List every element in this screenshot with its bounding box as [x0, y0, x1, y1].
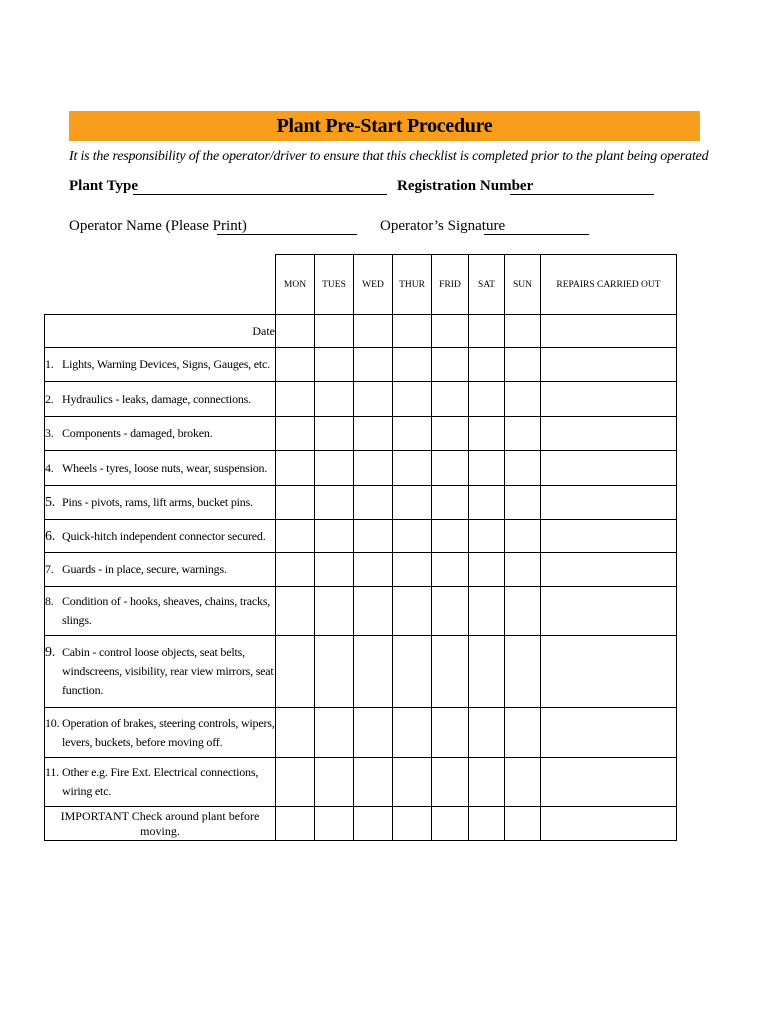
checklist-item-row	[45, 553, 677, 587]
checklist-item-row	[45, 348, 677, 382]
date-cell-frid[interactable]	[432, 315, 469, 348]
item-text: Components - damaged, broken.	[62, 426, 213, 440]
check-cell-sun[interactable]	[505, 382, 541, 417]
checklist-item-row	[45, 587, 677, 636]
plant-type-label: Plant Type	[69, 178, 139, 194]
check-cell-thur[interactable]	[393, 520, 432, 553]
date-label: Date	[45, 315, 276, 348]
item-text: Other e.g. Fire Ext. Electrical connections, wiring etc.	[62, 765, 259, 798]
repairs-cell[interactable]	[541, 553, 677, 587]
operator-name-field[interactable]	[217, 234, 357, 235]
item-text: Quick-hitch independent connector secured.	[62, 528, 266, 543]
check-cell-frid[interactable]	[432, 553, 469, 587]
check-cell-tues[interactable]	[315, 636, 354, 708]
checklist-item-cell	[45, 382, 276, 417]
check-cell-frid[interactable]	[432, 451, 469, 486]
check-cell-wed[interactable]	[354, 636, 393, 708]
item-text: Wheels - tyres, loose nuts, wear, suspension.	[62, 460, 268, 475]
check-cell-sat[interactable]	[469, 553, 505, 587]
date-cell-repairs[interactable]	[541, 315, 677, 348]
repairs-cell[interactable]	[541, 708, 677, 758]
check-cell-mon[interactable]	[276, 587, 315, 636]
day-header-sun: SUN	[505, 255, 541, 315]
important-check-cell-sun[interactable]	[505, 807, 541, 841]
check-cell-wed[interactable]	[354, 417, 393, 451]
day-header-mon: MON	[276, 255, 315, 315]
item-number: 11.	[45, 765, 59, 779]
item-number: 10.	[45, 715, 60, 730]
check-cell-sat[interactable]	[469, 520, 505, 553]
repairs-cell[interactable]	[541, 417, 677, 451]
check-cell-mon[interactable]	[276, 708, 315, 758]
date-cell-wed[interactable]	[354, 315, 393, 348]
check-cell-frid[interactable]	[432, 520, 469, 553]
check-cell-tues[interactable]	[315, 382, 354, 417]
check-cell-sat[interactable]	[469, 382, 505, 417]
checklist-item-row	[45, 486, 677, 520]
repairs-cell[interactable]	[541, 348, 677, 382]
check-cell-thur[interactable]	[393, 348, 432, 382]
day-header-thur: THUR	[393, 255, 432, 315]
check-cell-tues[interactable]	[315, 520, 354, 553]
check-cell-sun[interactable]	[505, 520, 541, 553]
check-cell-sun[interactable]	[505, 451, 541, 486]
repairs-cell[interactable]	[541, 486, 677, 520]
check-cell-sat[interactable]	[469, 587, 505, 636]
check-cell-frid[interactable]	[432, 636, 469, 708]
item-number: 5.	[45, 495, 56, 510]
item-text: Operation of brakes, steering controls, wipers, levers, buckets, before moving off.	[62, 715, 275, 749]
item-number: 6.	[45, 528, 56, 544]
check-cell-thur[interactable]	[393, 708, 432, 758]
important-row	[45, 807, 677, 841]
important-check-cell-wed[interactable]	[354, 807, 393, 841]
item-text: Guards - in place, secure, warnings.	[62, 562, 227, 576]
check-cell-tues[interactable]	[315, 486, 354, 520]
registration-number-label: Registration Number	[397, 178, 534, 194]
repairs-cell[interactable]	[541, 451, 677, 486]
item-text: Hydraulics - leaks, damage, connections.	[62, 391, 251, 406]
item-number: 2.	[45, 391, 54, 406]
title-bar	[69, 111, 700, 141]
date-cell-sun[interactable]	[505, 315, 541, 348]
operator-name-label: Operator Name (Please Print)	[69, 218, 247, 234]
check-cell-sun[interactable]	[505, 758, 541, 807]
operator-signature-field[interactable]	[484, 234, 589, 235]
check-cell-sat[interactable]	[469, 486, 505, 520]
check-cell-sun[interactable]	[505, 636, 541, 708]
plant-type-field[interactable]	[133, 194, 387, 195]
check-cell-mon[interactable]	[276, 636, 315, 708]
check-cell-mon[interactable]	[276, 417, 315, 451]
checklist-item-cell	[45, 636, 276, 708]
check-cell-tues[interactable]	[315, 451, 354, 486]
check-cell-mon[interactable]	[276, 520, 315, 553]
item-number: 3.	[45, 426, 54, 440]
repairs-cell[interactable]	[541, 520, 677, 553]
check-cell-sun[interactable]	[505, 486, 541, 520]
item-text: Cabin - control loose objects, seat belts, windscreens, visibility, rear view mirrors, seat function.	[62, 645, 274, 697]
check-cell-tues[interactable]	[315, 708, 354, 758]
important-check-cell-frid[interactable]	[432, 807, 469, 841]
check-cell-mon[interactable]	[276, 348, 315, 382]
item-text: Lights, Warning Devices, Signs, Gauges, etc.	[62, 357, 270, 371]
operator-signature-label: Operator’s Signature	[380, 218, 506, 234]
check-cell-thur[interactable]	[393, 636, 432, 708]
checklist-item-row	[45, 382, 677, 417]
check-cell-tues[interactable]	[315, 587, 354, 636]
day-header-wed: WED	[354, 255, 393, 315]
check-cell-frid[interactable]	[432, 417, 469, 451]
check-cell-wed[interactable]	[354, 486, 393, 520]
check-cell-thur[interactable]	[393, 587, 432, 636]
check-cell-mon[interactable]	[276, 451, 315, 486]
check-cell-wed[interactable]	[354, 451, 393, 486]
item-number: 1.	[45, 357, 54, 371]
item-number: 9.	[45, 645, 56, 660]
check-cell-sun[interactable]	[505, 348, 541, 382]
check-cell-tues[interactable]	[315, 348, 354, 382]
checklist-item-cell	[45, 451, 276, 486]
item-number: 4.	[45, 460, 54, 475]
check-cell-thur[interactable]	[393, 553, 432, 587]
check-cell-tues[interactable]	[315, 553, 354, 587]
check-cell-sat[interactable]	[469, 348, 505, 382]
repairs-cell[interactable]	[541, 636, 677, 708]
registration-number-field[interactable]	[510, 194, 654, 195]
header-blank-cell	[45, 255, 276, 315]
check-cell-mon[interactable]	[276, 553, 315, 587]
day-header-tues: TUES	[315, 255, 354, 315]
check-cell-sat[interactable]	[469, 708, 505, 758]
check-cell-sat[interactable]	[469, 758, 505, 807]
checklist-item-cell	[45, 348, 276, 382]
check-cell-mon[interactable]	[276, 382, 315, 417]
date-cell-tues[interactable]	[315, 315, 354, 348]
day-header-sat: SAT	[469, 255, 505, 315]
important-check-cell-thur[interactable]	[393, 807, 432, 841]
check-cell-sat[interactable]	[469, 417, 505, 451]
check-cell-tues[interactable]	[315, 417, 354, 451]
important-note: IMPORTANT Check around plant before moving.	[45, 807, 276, 841]
checklist-item-row	[45, 758, 677, 807]
check-cell-sun[interactable]	[505, 417, 541, 451]
page-subtitle: It is the responsibility of the operator/driver to ensure that this checklist is completed prior to the plant being operated	[69, 149, 709, 164]
check-cell-mon[interactable]	[276, 758, 315, 807]
repairs-cell[interactable]	[541, 758, 677, 807]
checklist-item-cell	[45, 587, 276, 636]
check-cell-sat[interactable]	[469, 636, 505, 708]
check-cell-thur[interactable]	[393, 486, 432, 520]
check-cell-wed[interactable]	[354, 520, 393, 553]
check-cell-frid[interactable]	[432, 486, 469, 520]
check-cell-thur[interactable]	[393, 451, 432, 486]
checklist-item-cell	[45, 708, 276, 758]
item-text: Pins - pivots, rams, lift arms, bucket pins.	[62, 495, 253, 509]
check-cell-mon[interactable]	[276, 486, 315, 520]
repairs-cell[interactable]	[541, 382, 677, 417]
check-cell-tues[interactable]	[315, 758, 354, 807]
checklist-item-cell	[45, 486, 276, 520]
check-cell-frid[interactable]	[432, 758, 469, 807]
check-cell-frid[interactable]	[432, 587, 469, 636]
date-cell-mon[interactable]	[276, 315, 315, 348]
item-number: 7.	[45, 562, 54, 576]
checklist-item-cell	[45, 417, 276, 451]
check-cell-wed[interactable]	[354, 708, 393, 758]
important-check-cell-mon[interactable]	[276, 807, 315, 841]
checklist-item-cell	[45, 553, 276, 587]
check-cell-frid[interactable]	[432, 382, 469, 417]
check-cell-thur[interactable]	[393, 417, 432, 451]
check-cell-wed[interactable]	[354, 587, 393, 636]
item-number: 8.	[45, 594, 54, 608]
check-cell-wed[interactable]	[354, 758, 393, 807]
check-cell-sun[interactable]	[505, 587, 541, 636]
check-cell-wed[interactable]	[354, 382, 393, 417]
checklist-item-cell	[45, 758, 276, 807]
check-cell-sun[interactable]	[505, 708, 541, 758]
check-cell-wed[interactable]	[354, 348, 393, 382]
checklist-item-cell	[45, 520, 276, 553]
checklist-item-row	[45, 520, 677, 553]
check-cell-sun[interactable]	[505, 553, 541, 587]
date-cell-thur[interactable]	[393, 315, 432, 348]
date-cell-sat[interactable]	[469, 315, 505, 348]
day-header-frid: FRID	[432, 255, 469, 315]
checklist-item-row	[45, 451, 677, 486]
check-cell-sat[interactable]	[469, 451, 505, 486]
check-cell-thur[interactable]	[393, 382, 432, 417]
checklist-item-row	[45, 708, 677, 758]
check-cell-frid[interactable]	[432, 708, 469, 758]
header-row	[45, 255, 677, 315]
repairs-header: REPAIRS CARRIED OUT	[541, 255, 677, 315]
checklist-table	[44, 254, 677, 841]
repairs-cell[interactable]	[541, 587, 677, 636]
check-cell-wed[interactable]	[354, 553, 393, 587]
page-title: Plant Pre-Start Procedure	[276, 114, 493, 137]
item-text: Condition of - hooks, sheaves, chains, tracks, slings.	[62, 594, 271, 627]
date-row	[45, 315, 677, 348]
important-repairs-cell[interactable]	[541, 807, 677, 841]
important-check-cell-tues[interactable]	[315, 807, 354, 841]
checklist-item-row	[45, 417, 677, 451]
check-cell-thur[interactable]	[393, 758, 432, 807]
checklist-item-row	[45, 636, 677, 708]
check-cell-frid[interactable]	[432, 348, 469, 382]
important-check-cell-sat[interactable]	[469, 807, 505, 841]
